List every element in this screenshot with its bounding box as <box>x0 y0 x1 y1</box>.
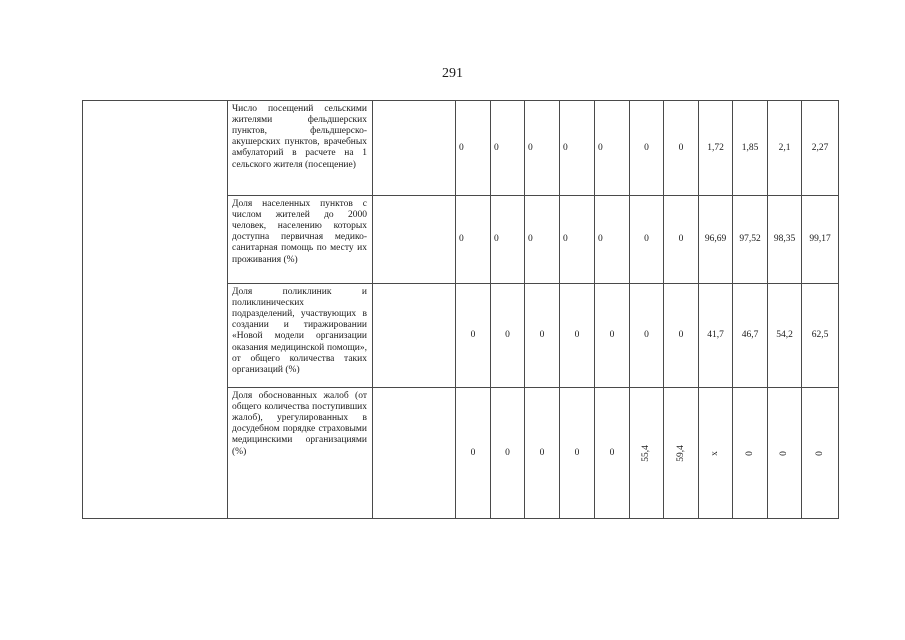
value-cell <box>630 388 664 519</box>
value-cell: 1,72 <box>699 101 733 196</box>
value-cell: 0 <box>630 196 664 284</box>
rotated-value: 0 <box>744 450 755 456</box>
value-cell: 99,17 <box>802 196 839 284</box>
value-cell: 41,7 <box>699 284 733 388</box>
value-cell <box>699 388 733 519</box>
blank-cell <box>373 196 456 284</box>
rotated-value: 0 <box>814 450 825 456</box>
value-cell: 2,27 <box>802 101 839 196</box>
page-number: 291 <box>442 66 463 81</box>
value-cell: 0 <box>630 101 664 196</box>
rotated-value: 0 <box>779 450 790 456</box>
value-cell: 96,69 <box>699 196 733 284</box>
rotated-value: 55,4 <box>641 444 652 462</box>
value-cell: 0 <box>664 284 699 388</box>
value-cell: 0 <box>595 284 630 388</box>
value-cell: 0 <box>560 284 595 388</box>
value-cell: 46,7 <box>733 284 768 388</box>
rotated-value: 59,4 <box>675 444 686 462</box>
value-cell: 0 <box>491 388 525 519</box>
value-cell: 0 <box>491 196 525 284</box>
blank-cell <box>373 284 456 388</box>
value-cell <box>664 388 699 519</box>
value-cell: 2,1 <box>768 101 802 196</box>
table-row <box>83 101 839 196</box>
value-cell: 0 <box>595 196 630 284</box>
value-cell: 0 <box>560 388 595 519</box>
value-cell: 0 <box>630 284 664 388</box>
value-cell: 1,85 <box>733 101 768 196</box>
blank-cell <box>373 101 456 196</box>
value-cell: 0 <box>525 196 560 284</box>
value-cell: 0 <box>664 101 699 196</box>
value-cell <box>802 388 839 519</box>
value-cell: 0 <box>456 196 491 284</box>
value-cell: 0 <box>525 284 560 388</box>
value-cell: 0 <box>525 101 560 196</box>
value-cell <box>768 388 802 519</box>
value-cell: 54,2 <box>768 284 802 388</box>
value-cell: 0 <box>456 284 491 388</box>
value-cell: 0 <box>491 101 525 196</box>
indicator-description: Доля населенных пунктов с числом жителей до 2000 человек, населению которых доступна первичная медико-санитарная помощь по месту их проживания (%) <box>228 196 373 284</box>
value-cell: 98,35 <box>768 196 802 284</box>
value-cell: 0 <box>595 101 630 196</box>
value-cell: 0 <box>456 388 491 519</box>
indicators-table <box>82 100 839 519</box>
value-cell <box>733 388 768 519</box>
value-cell: 0 <box>560 196 595 284</box>
value-cell: 0 <box>560 101 595 196</box>
blank-cell <box>373 388 456 519</box>
indicator-description: Доля обоснованных жалоб (от общего количества поступивших жалоб), урегулированных в досудебном порядке страховыми медицинскими организациями (%) <box>228 388 373 519</box>
value-cell: 0 <box>664 196 699 284</box>
blank-first-column <box>83 101 228 519</box>
value-cell: 0 <box>456 101 491 196</box>
rotated-value: x <box>710 450 721 456</box>
value-cell: 0 <box>491 284 525 388</box>
value-cell: 62,5 <box>802 284 839 388</box>
value-cell: 97,52 <box>733 196 768 284</box>
value-cell: 0 <box>525 388 560 519</box>
indicator-description: Число посещений сельскими жителями фельдшерских пунктов, фельдшерско-акушерских пунктов, врачебных амбулаторий в расчете на 1 сельского жителя (посещение) <box>228 101 373 196</box>
indicator-description: Доля поликлиник и поликлинических подразделений, участвующих в создании и тиражировании «Новой модели организации оказания медицинской помощи», от общего количества таких организаций (%) <box>228 284 373 388</box>
value-cell: 0 <box>595 388 630 519</box>
